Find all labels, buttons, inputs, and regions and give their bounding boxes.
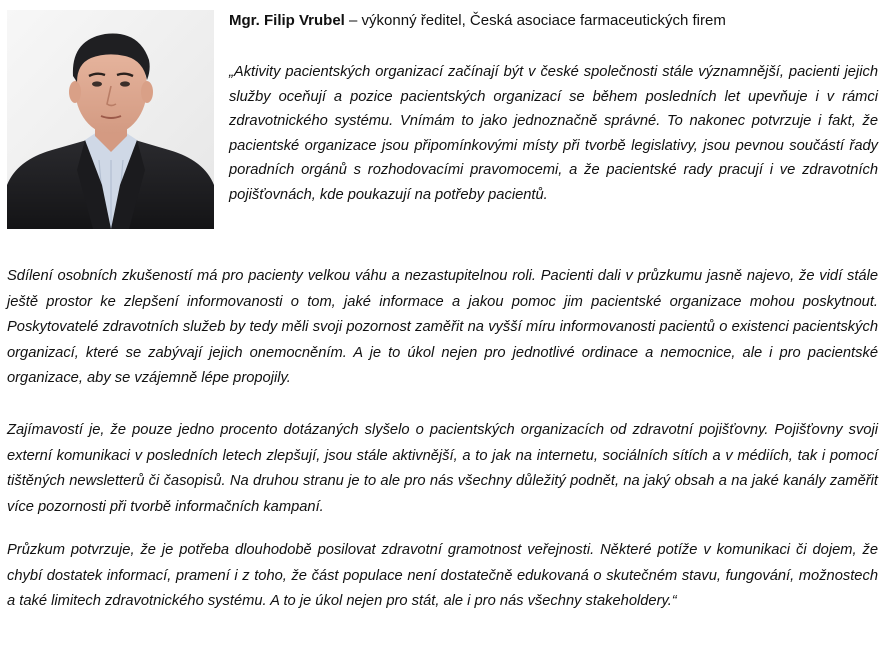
quote-paragraph-1: Sdílení osobních zkušeností má pro pacienty velkou váhu a nezastupitelnou roli. Pacienti dali v průzkumu jasně najevo, že vidí stále ještě prostor ke zlepšení informovanosti o tom, jaké informace a jakou pomoc jim pacientské organizace mohou poskytnout. Poskytovatelé zdravotních služeb by tedy měli svoji pozornost zaměřit na vyšší míru informovanosti pacientů o existenci pacientských organizací, které se zabývají jejich onemocněním. A je to úkol nejen pro jednotlivé ordinace a nemocnice, ale i pro pacientské organizace, aby se vzájemně lépe propojily. [7, 268, 878, 386]
speaker-role: – výkonný ředitel, Česká asociace farmaceutických firem [344, 12, 726, 29]
quote-paragraph-3: Průzkum potvrzuje, že je potřeba dlouhodobě posilovat zdravotní gramotnost veřejnosti. Některé potíže v komunikaci či dojem, že chybí dostatek informací, pramení i z toho, že část populace není dostatečně edukovaná o skutečném stavu, fungování, možnostech a také limitech zdravotnického systému. A to je úkol nejen pro stát, ale i pro nás všechny stakeholdery.“ [7, 542, 878, 609]
quote-intro-paragraph: „Aktivity pacientských organizací začínají být v české společnosti stále významnější, pacienti jejich služby oceňují a pozice pacientských organizací se během posledních let upevňuje i v rámci zdravotnického systému. Vnímám to jako jednoznačně správné. To nakonec potvrzuje i fakt, že pacientské organizace jsou připomínkovými místy při tvorbě legislativy, jsou pevnou součástí řady poradních orgánů s rozhodovacími pravomocemi, a že pacientské rady pracují i ve zdravotních pojišťovnách, kde poukazují na potřeby pacientů. [229, 64, 878, 203]
portrait-photo [7, 10, 214, 229]
speaker-name: Mgr. Filip Vrubel [229, 12, 345, 29]
speaker-header [229, 10, 881, 32]
quote-paragraph-2: Zajímavostí je, že pouze jedno procento dotázaných slyšelo o pacientských organizacích od zdravotní pojišťovny. Pojišťovny svoji externí komunikaci v posledních letech zlepšují, jsou stále aktivnější, a to jak na internetu, sociálních sítích a v médiích, tak i pomocí tištěných newsletterů či časopisů. Na druhou stranu je to ale pro nás všechny důležitý podnět, na jaký obsah a na jaké kanály zaměřit více pozornosti při tvorbě informačních kampaní. [7, 422, 878, 515]
portrait-illustration [7, 10, 214, 229]
